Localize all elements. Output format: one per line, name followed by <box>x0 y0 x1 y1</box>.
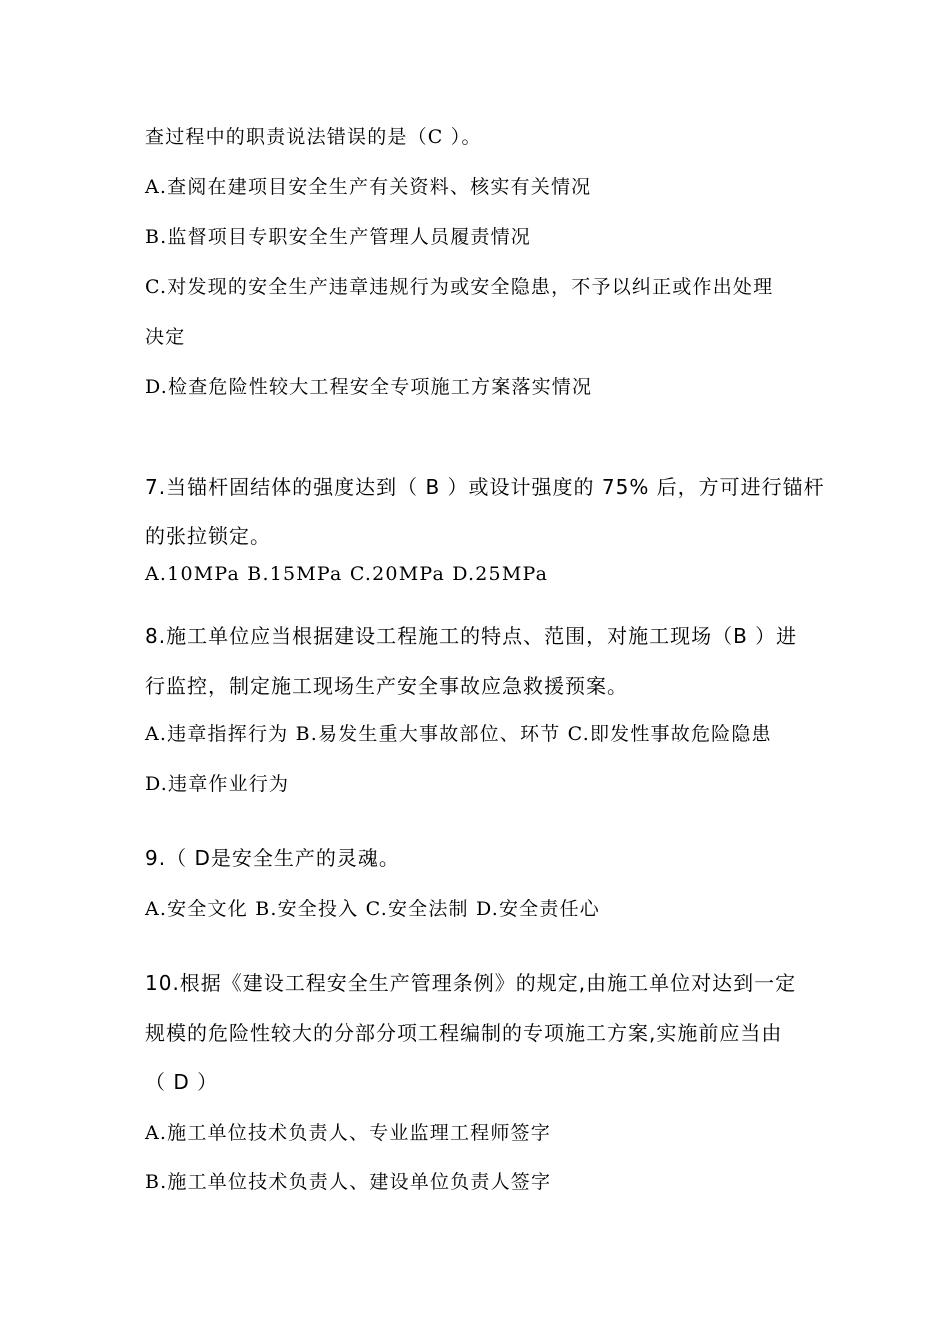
question-6-option-b: B.监督项目专职安全生产管理人员履责情况 <box>145 226 532 248</box>
question-9-options: A.安全文化 B.安全投入 C.安全法制 D.安全责任心 <box>145 898 600 920</box>
question-7-options: A.10MPa B.15MPa C.20MPa D.25MPa <box>145 563 549 585</box>
question-10-answer: （ D ） <box>145 1070 219 1094</box>
question-10-stem-continued: 规模的危险性较大的分部分项工程编制的专项施工方案,实施前应当由 <box>145 1021 783 1045</box>
question-7-stem: 7.当锚杆固结体的强度达到（ B ）或设计强度的 75% 后，方可进行锚杆 <box>145 475 825 499</box>
question-8-stem: 8.施工单位应当根据建设工程施工的特点、范围，对施工现场（B ）进 <box>145 624 798 648</box>
question-8-stem-continued: 行监控，制定施工现场生产安全事故应急救援预案。 <box>145 674 628 698</box>
question-6-option-c: C.对发现的安全生产违章违规行为或安全隐患，不予以纠正或作出处理 <box>145 276 774 298</box>
question-10-option-a: A.施工单位技术负责人、专业监理工程师签字 <box>145 1122 551 1144</box>
question-9-stem: 9.（ D是安全生产的灵魂。 <box>145 846 400 870</box>
question-10-stem: 10.根据《建设工程安全生产管理条例》的规定,由施工单位对达到一定 <box>145 971 797 995</box>
question-6-stem-continued: 查过程中的职责说法错误的是（C ）。 <box>145 126 482 148</box>
question-6-option-a: A.查阅在建项目安全生产有关资料、核实有关情况 <box>145 176 592 198</box>
question-6-option-d: D.检查危险性较大工程安全专项施工方案落实情况 <box>145 376 593 398</box>
question-6-option-c-continued: 决定 <box>145 326 186 348</box>
question-8-options: A.违章指挥行为 B.易发生重大事故部位、环节 C.即发性事故危险隐患 <box>145 723 772 745</box>
question-7-stem-continued: 的张拉锁定。 <box>145 524 271 548</box>
question-10-option-b: B.施工单位技术负责人、建设单位负责人签字 <box>145 1171 552 1193</box>
question-8-option-d: D.违章作业行为 <box>145 773 290 795</box>
